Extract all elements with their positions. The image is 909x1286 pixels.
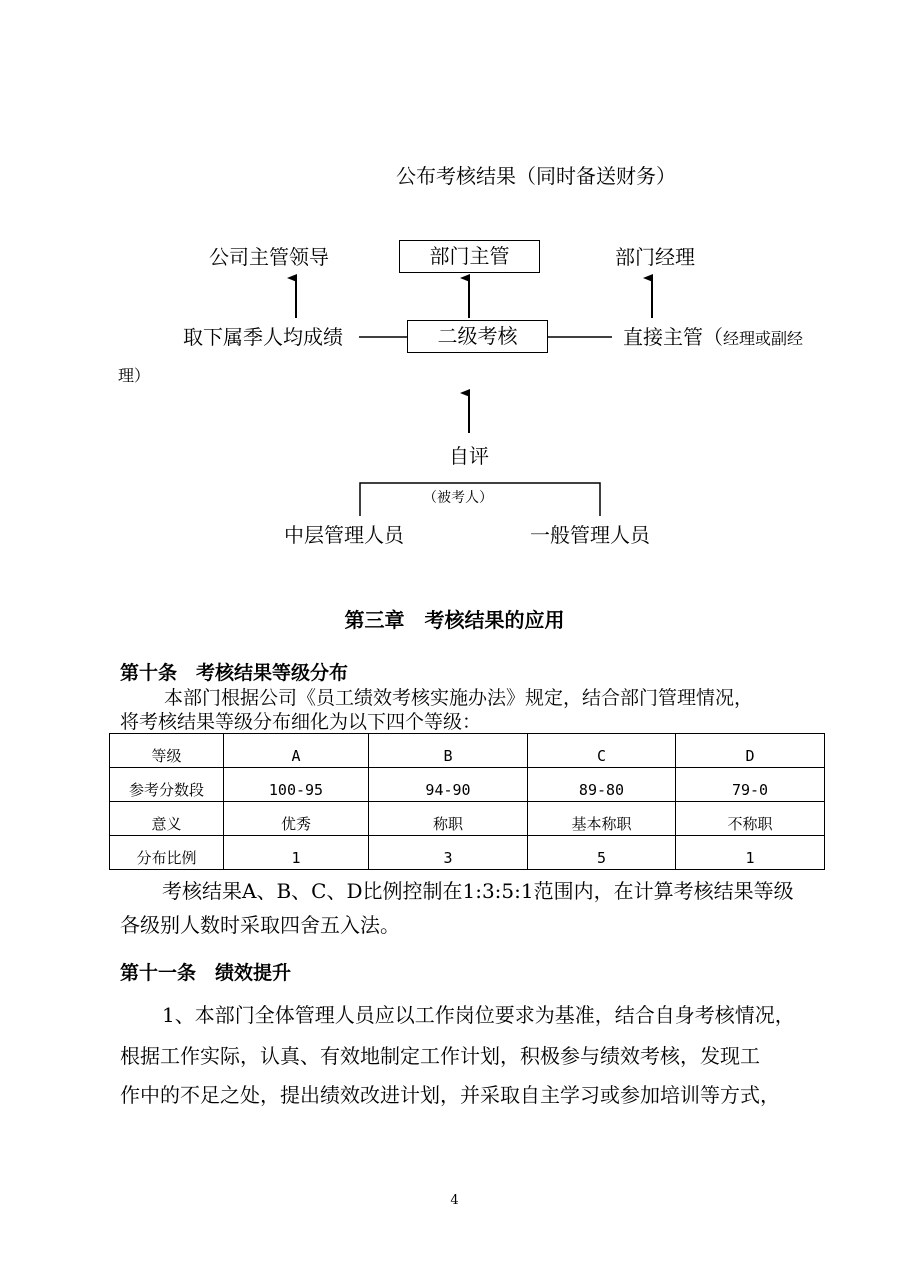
table-cell: 89-80 xyxy=(528,768,676,802)
table-cell: 5 xyxy=(528,836,676,870)
table-cell: 意义 xyxy=(110,802,224,836)
table-row xyxy=(110,768,825,802)
article-11-line2: 根据工作实际，认真、有效地制定工作计划，积极参与绩效考核，发现工 xyxy=(120,1044,760,1068)
table-cell: 1 xyxy=(676,836,825,870)
article-10-intro-line1: 本部门根据公司《员工绩效考核实施办法》规定，结合部门管理情况， xyxy=(164,687,754,709)
table-cell: 参考分数段 xyxy=(110,768,224,802)
direct-supervisor-note-wrap: 理） xyxy=(118,366,151,385)
table-row xyxy=(110,734,825,768)
article-10-intro-line2: 将考核结果等级分布细化为以下四个等级： xyxy=(120,711,482,733)
node-general-managers: 一般管理人员 xyxy=(530,523,650,547)
table-cell: 94-90 xyxy=(369,768,528,802)
node-self-evaluation: 自评 xyxy=(449,444,489,468)
table-cell: 3 xyxy=(369,836,528,870)
ratio-note-line1: 考核结果A、B、C、D比例控制在1:3:5:1范围内，在计算考核结果等级 xyxy=(162,879,794,903)
table-cell: 等级 xyxy=(110,734,224,768)
node-assessee-label: （被考人） xyxy=(423,490,493,506)
table-cell: 分布比例 xyxy=(110,836,224,870)
node-subordinate-average: 取下属季人均成绩 xyxy=(183,325,343,349)
grade-distribution-table xyxy=(109,733,825,870)
table-cell: 基本称职 xyxy=(528,802,676,836)
table-cell: 79-0 xyxy=(676,768,825,802)
table-cell: C xyxy=(528,734,676,768)
table-cell: D xyxy=(676,734,825,768)
table-cell: B xyxy=(369,734,528,768)
node-dept-supervisor: 部门主管 xyxy=(399,240,540,273)
table-row xyxy=(110,836,825,870)
chapter-title: 第三章 考核结果的应用 xyxy=(344,608,565,632)
article-11-heading: 第十一条 绩效提升 xyxy=(120,962,292,984)
diagram-top-title: 公布考核结果（同时备送财务） xyxy=(396,164,676,188)
node-direct-supervisor xyxy=(623,324,803,350)
article-10-heading: 第十条 考核结果等级分布 xyxy=(120,662,349,684)
article-11-line3: 作中的不足之处，提出绩效改进计划，并采取自主学习或参加培训等方式， xyxy=(120,1083,780,1107)
table-cell: 不称职 xyxy=(676,802,825,836)
node-middle-managers: 中层管理人员 xyxy=(284,523,404,547)
table-cell: 100-95 xyxy=(224,768,369,802)
node-company-leader: 公司主管领导 xyxy=(209,245,329,269)
article-11-line1: 1、本部门全体管理人员应以工作岗位要求为基准，结合自身考核情况， xyxy=(162,1003,795,1027)
node-dept-manager: 部门经理 xyxy=(615,245,695,269)
table-row xyxy=(110,802,825,836)
table-cell: 称职 xyxy=(369,802,528,836)
table-cell: 1 xyxy=(224,836,369,870)
direct-supervisor-note: 经理或副经 xyxy=(723,329,804,348)
table-cell: A xyxy=(224,734,369,768)
page-number: 4 xyxy=(450,1193,459,1208)
table-cell: 优秀 xyxy=(224,802,369,836)
ratio-note-line2: 各级别人数时采取四舍五入法。 xyxy=(120,913,400,937)
node-second-level-review: 二级考核 xyxy=(407,320,548,353)
direct-supervisor-label: 直接主管（ xyxy=(623,325,723,349)
flow-diagram-connectors xyxy=(0,0,909,600)
